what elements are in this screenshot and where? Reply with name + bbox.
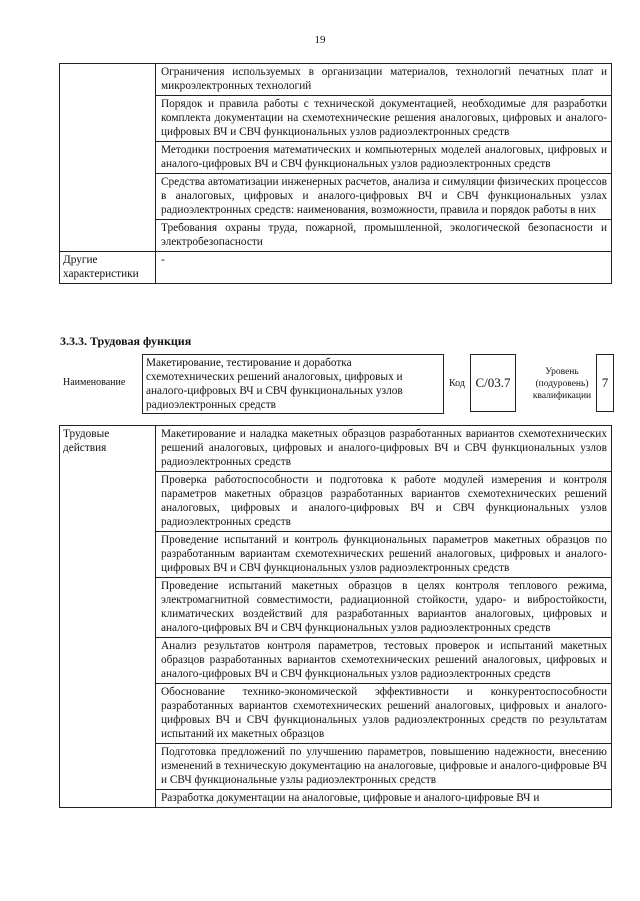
function-name: Макетирование, тестирование и доработка схемотехнических решений аналоговых, цифровых и аналого-цифровых ВЧ и СВЧ функциональных узлов радиоэлектронных средств — [142, 354, 444, 414]
function-code: C/03.7 — [470, 354, 516, 412]
table-row — [60, 64, 612, 96]
table-cell: Требования охраны труда, пожарной, промышленной, экологической безопасности и электробезопасности — [156, 220, 612, 252]
page-number: 19 — [314, 34, 326, 46]
function-header — [59, 354, 612, 416]
qualification-level-label: Уровень (подуровень) квалификации — [532, 367, 592, 401]
knowledge-table-continued — [59, 63, 612, 284]
table-cell: Проверка работоспособности и подготовка к работе модулей измерения и контроля параметров макетных образцов разработанных вариантов схемотехнических решений аналоговых, цифровых и аналого-цифровых ВЧ и СВЧ функциональных узлов радиоэлектронных средств — [156, 472, 612, 532]
table-cell: Обоснование технико-экономической эффективности и конкурентоспособности разработанных вариантов схемотехнических решений аналоговых, цифровых и аналого-цифровых ВЧ и СВЧ функциональных узлов радиоэлектронных средств по результатам испытаний их макетных образцов — [156, 684, 612, 744]
table-cell: Ограничения используемых в организации материалов, технологий печатных плат и микроэлектронных технологий — [156, 64, 612, 96]
table-cell: Средства автоматизации инженерных расчетов, анализа и симуляции физических процессов в аналоговых, цифровых и аналого-цифровых ВЧ и СВЧ функциональных узлах радиоэлектронных средств: наименования, возможности, правила и порядок работы в них — [156, 174, 612, 220]
table-cell: Проведение испытаний и контроль функциональных параметров макетных образцов по разработанным вариантам схемотехнических решений аналоговых, цифровых и аналого-цифровых ВЧ и СВЧ функциональных узлов радиоэлектронных средств — [156, 532, 612, 578]
other-characteristics-value: - — [156, 252, 612, 284]
table-cell: Порядок и правила работы с технической документацией, необходимые для разработки комплекта документации на схемотехнические решения аналоговых, цифровых и аналого-цифровых ВЧ и СВЧ функциональных узлов радиоэлектронных средств — [156, 96, 612, 142]
empty-label-cell — [60, 64, 156, 252]
table-row — [60, 252, 612, 284]
labor-actions-table — [59, 425, 612, 808]
table-cell: Разработка документации на аналоговые, цифровые и аналого-цифровые ВЧ и — [156, 790, 612, 808]
code-label: Код — [449, 378, 465, 389]
table-row — [60, 426, 612, 472]
other-characteristics-label: Другие характеристики — [60, 252, 156, 284]
table-cell: Подготовка предложений по улучшению параметров, повышению надежности, внесению изменений в техническую документацию на аналоговые, цифровые и аналого-цифровые ВЧ и СВЧ функциональные узлы радиоэлектронных средств — [156, 744, 612, 790]
qualification-level: 7 — [596, 354, 614, 412]
table-cell: Анализ результатов контроля параметров, тестовых проверок и испытаний макетных образцов разработанных вариантов схемотехнических решений аналоговых, цифровых и аналого-цифровых ВЧ и СВЧ функциональных узлов радиоэлектронных средств — [156, 638, 612, 684]
table-cell: Макетирование и наладка макетных образцов разработанных вариантов схемотехнических решений аналоговых, цифровых и аналого-цифровых ВЧ и СВЧ функциональных узлов радиоэлектронных средств — [156, 426, 612, 472]
name-label: Наименование — [63, 377, 126, 388]
labor-actions-label: Трудовые действия — [60, 426, 156, 808]
table-cell: Методики построения математических и компьютерных моделей аналоговых, цифровых и аналого-цифровых ВЧ и СВЧ функциональных узлов радиоэлектронных средств — [156, 142, 612, 174]
table-cell: Проведение испытаний макетных образцов в целях контроля теплового режима, электромагнитной совместимости, радиационной стойкости, ударо- и вибростойкости, климатических воздействий для разработанных вариантов аналоговых, цифровых и аналого-цифровых ВЧ и СВЧ функциональных узлов радиоэлектронных средств — [156, 578, 612, 638]
section-heading: 3.3.3. Трудовая функция — [60, 334, 192, 348]
